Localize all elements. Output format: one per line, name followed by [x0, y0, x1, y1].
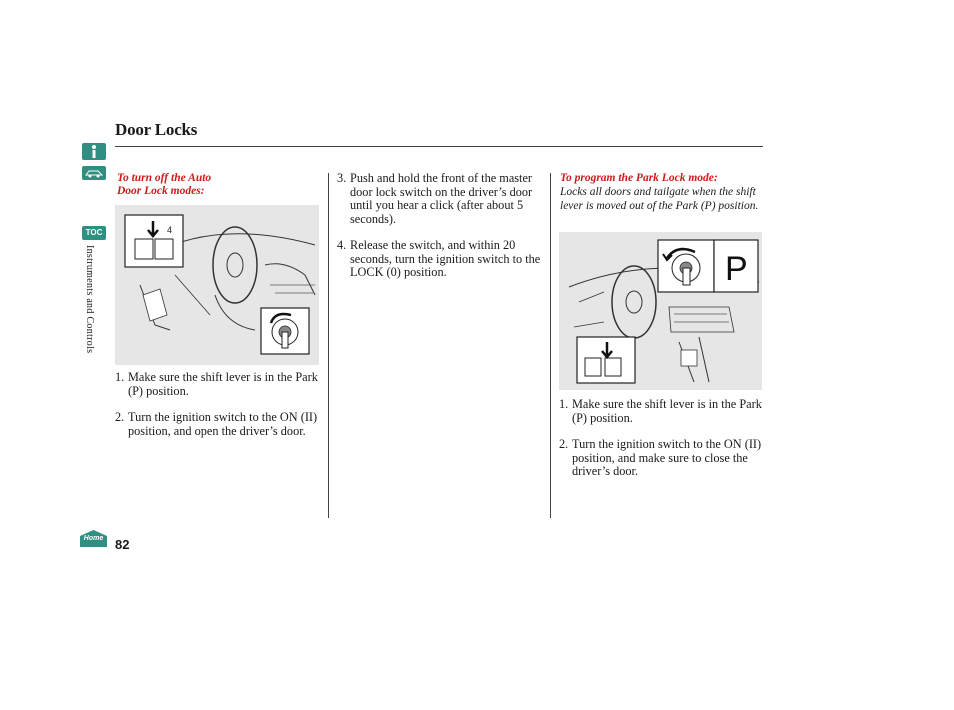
column1-step-1 [115, 371, 320, 398]
info-icon[interactable] [82, 143, 106, 160]
step-number: 1. [115, 370, 125, 384]
column2-step-4 [337, 239, 542, 280]
column1-heading-line1: To turn off the Auto [117, 172, 212, 184]
column-divider-1 [328, 173, 329, 518]
figure-park-lock [559, 232, 762, 390]
column1-heading-line2: Door Lock modes: [117, 185, 205, 197]
section-label [84, 245, 104, 375]
step-number: 2. [115, 410, 125, 424]
column-divider-2 [550, 173, 551, 518]
park-p-label: P [725, 250, 748, 288]
title-rule [115, 146, 763, 147]
column1-step-2 [115, 411, 320, 438]
column2-step-3 [337, 172, 542, 226]
step-number: 4. [337, 238, 347, 252]
column3-note: Locks all doors and tailgate when the shift lever is moved out of the Park (P) position. [560, 186, 759, 212]
page-number: 82 [115, 537, 130, 552]
column3-heading: To program the Park Lock mode: [560, 172, 718, 184]
column3-step-2 [559, 438, 763, 479]
step-number: 2. [559, 437, 569, 451]
step-text: Push and hold the front of the master door lock switch on the driver’s door until you hear a click (after about 5 seconds). [350, 171, 533, 226]
toc-icon[interactable]: TOC [82, 226, 106, 240]
step-number: 3. [337, 171, 347, 185]
figure-driver-door-switch [115, 205, 319, 365]
column3-step-1 [559, 398, 763, 425]
step-text: Turn the ignition switch to the ON (II) position, and open the driver’s door. [128, 410, 318, 438]
step-text: Make sure the shift lever is in the Park (P) position. [572, 397, 762, 425]
step-text: Release the switch, and within 20 seconds, turn the ignition switch to the LOCK (0) position. [350, 238, 541, 279]
svg-text:4: 4 [167, 225, 173, 235]
car-icon[interactable] [82, 166, 106, 180]
home-icon[interactable] [80, 530, 107, 547]
section-label-text: Instruments and Controls [84, 245, 95, 354]
step-text: Turn the ignition switch to the ON (II) position, and make sure to close the driver’s door. [572, 437, 762, 478]
step-text: Make sure the shift lever is in the Park (P) position. [128, 370, 318, 398]
column1-heading [117, 172, 317, 198]
page-title: Door Locks [115, 120, 198, 139]
step-number: 1. [559, 397, 569, 411]
home-label: Home [83, 535, 104, 542]
